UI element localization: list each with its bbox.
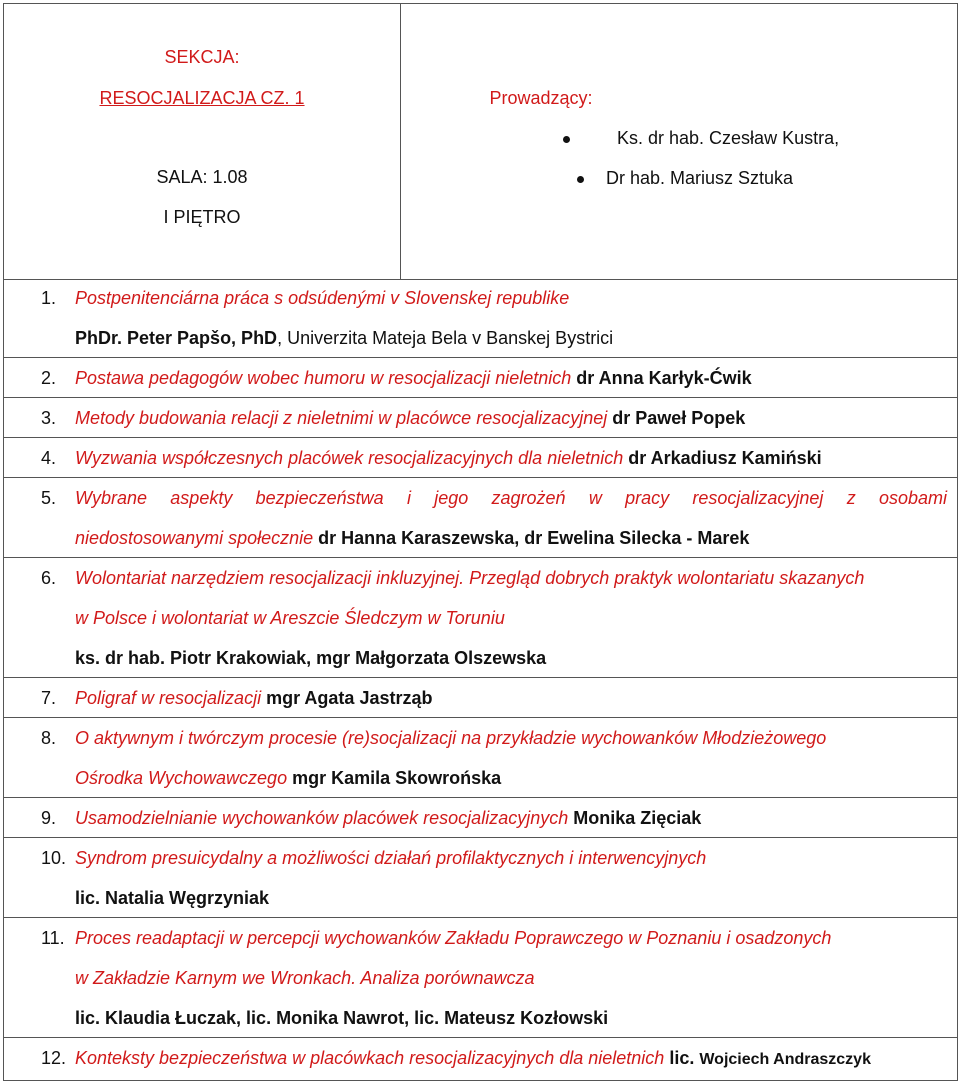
talk-author: ks. dr hab. Piotr Krakowiak, mgr Małgorzata Olszewska xyxy=(75,648,547,668)
bullet-icon xyxy=(563,136,570,143)
talk-number: 2. xyxy=(41,368,57,388)
talk-title: Syndrom presuicydalny a możliwości działań profilaktycznych i interwencyjnych xyxy=(75,848,707,868)
section-label: SEKCJA: xyxy=(164,47,240,67)
talk-number: 3. xyxy=(41,408,57,428)
bullet-icon xyxy=(577,176,584,183)
talk-number: 8. xyxy=(41,728,57,748)
talk-number: 1. xyxy=(41,288,57,308)
talk-number: 10. xyxy=(41,848,67,868)
talk-number: 12. xyxy=(41,1048,67,1068)
room: SALA: 1.08 xyxy=(156,167,248,187)
talk-number: 7. xyxy=(41,688,57,708)
talk-author: PhDr. Peter Papšo, PhD, Univerzita Mateja Bela v Banskej Bystrici xyxy=(75,328,614,348)
talk-line: Metody budowania relacji z nieletnimi w placówce resocjalizacyjnej dr Paweł Popek xyxy=(75,408,746,428)
talk-author: lic. Natalia Węgrzyniak xyxy=(75,888,270,908)
row-divider xyxy=(4,917,957,918)
talk-title: Wolontariat narzędziem resocjalizacji inkluzyjnej. Przegląd dobrych praktyk wolontariatu skazanych xyxy=(75,568,865,588)
row-divider xyxy=(4,357,957,358)
program-table xyxy=(3,3,958,1081)
row-divider xyxy=(4,717,957,718)
talk-author: lic. Klaudia Łuczak, lic. Monika Nawrot, lic. Mateusz Kozłowski xyxy=(75,1008,609,1028)
talk-title: O aktywnym i twórczym procesie (re)socjalizacji na przykładzie wychowanków Młodzieżowego xyxy=(75,728,827,748)
row-divider xyxy=(4,557,957,558)
section-name: RESOCJALIZACJA CZ. 1 xyxy=(99,88,305,108)
row-divider xyxy=(4,437,957,438)
talk-line: niedostosowanymi społecznie dr Hanna Karaszewska, dr Ewelina Silecka - Marek xyxy=(75,528,750,548)
talk-title: w Zakładzie Karnym we Wronkach. Analiza porównawcza xyxy=(75,968,535,988)
row-divider xyxy=(4,1037,957,1038)
talk-number: 5. xyxy=(41,488,57,508)
talk-title: Proces readaptacji w percepcji wychowanków Zakładu Poprawczego w Poznaniu i osadzonych xyxy=(75,928,832,948)
talk-line: Poligraf w resocjalizacji mgr Agata Jastrząb xyxy=(75,688,433,708)
row-divider xyxy=(4,397,957,398)
talk-line: Postawa pedagogów wobec humoru w resocjalizacji nieletnich dr Anna Karłyk-Ćwik xyxy=(75,368,752,388)
talk-number: 4. xyxy=(41,448,57,468)
talk-line: Wyzwania współczesnych placówek resocjalizacyjnych dla nieletnich dr Arkadiusz Kamiński xyxy=(75,448,822,468)
talk-line: Konteksty bezpieczeństwa w placówkach resocjalizacyjnych dla nieletnich lic. Wojciech Andraszczyk xyxy=(75,1048,871,1068)
talk-line: Usamodzielnianie wychowanków placówek resocjalizacyjnych Monika Zięciak xyxy=(75,808,702,828)
row-divider xyxy=(4,477,957,478)
row-divider xyxy=(4,797,957,798)
talk-number: 9. xyxy=(41,808,57,828)
talk-number: 6. xyxy=(41,568,57,588)
row-divider xyxy=(4,677,957,678)
talk-title: w Polsce i wolontariat w Areszcie Śledczym w Toruniu xyxy=(75,608,505,628)
header-divider xyxy=(400,4,401,279)
talk-title: Postpenitenciárna práca s odsúdenými v Slovenskej republike xyxy=(75,288,570,308)
floor: I PIĘTRO xyxy=(163,207,241,227)
row-divider xyxy=(4,279,957,280)
row-divider xyxy=(4,837,957,838)
hosts-label: Prowadzący: xyxy=(489,88,593,108)
host-2: Dr hab. Mariusz Sztuka xyxy=(606,168,794,188)
talk-title: Wybrane aspekty bezpieczeństwa i jego zagrożeń w pracy resocjalizacyjnej z osobami xyxy=(75,488,947,508)
talk-number: 11. xyxy=(41,928,65,948)
host-1: Ks. dr hab. Czesław Kustra, xyxy=(617,128,840,148)
talk-line: Ośrodka Wychowawczego mgr Kamila Skowrońska xyxy=(75,768,502,788)
